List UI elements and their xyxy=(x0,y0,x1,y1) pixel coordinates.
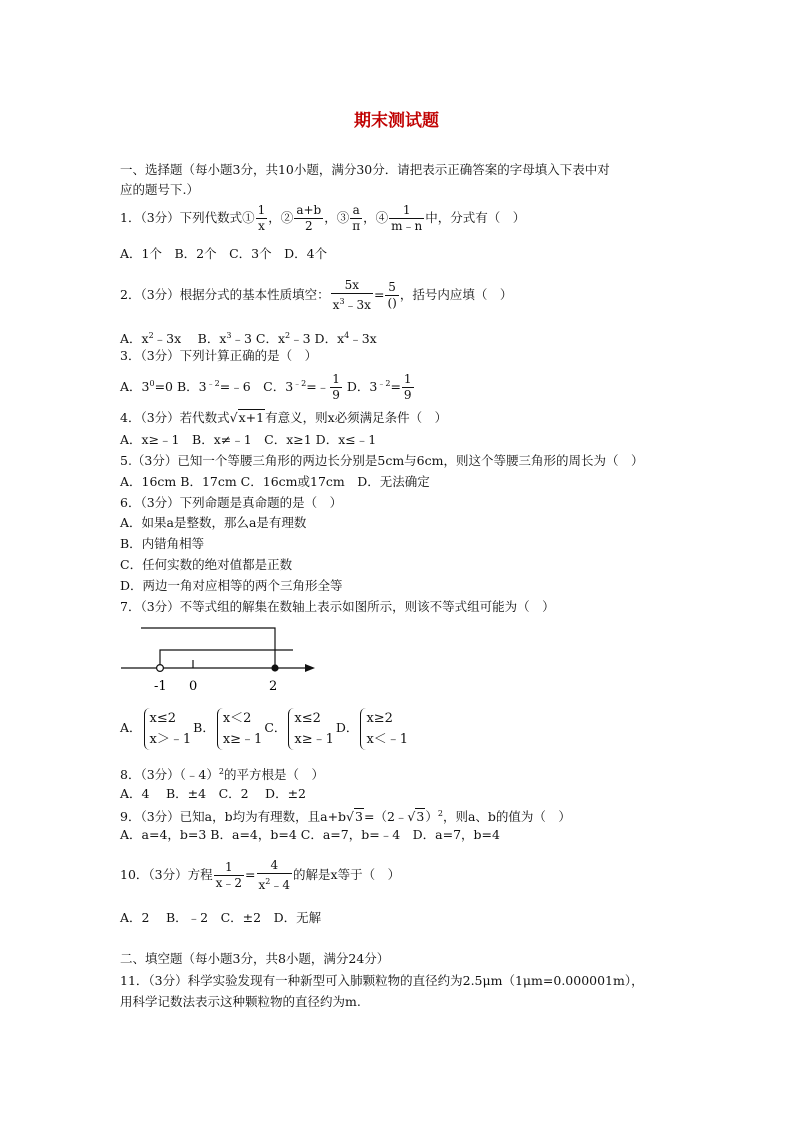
q3-fraction-d: $\frac{1}{9}$ xyxy=(403,372,412,402)
question-5-stem: 5.（3分）已知一个等腰三角形的两边长分别是5cm与6cm，则这个等腰三角形的周长为（ ） xyxy=(120,453,644,468)
question-6-option-d: D．两边一角对应相等的两个三角形全等 xyxy=(120,578,343,593)
q1-stem-start: 1．（3分）下列代数式① xyxy=(120,210,255,225)
question-5-options: A．16cm B．17cm C．16cm或17cm D．无法确定 xyxy=(120,474,430,489)
question-10-stem: 10．（3分）方程 $\frac{1}{x﹣2}$ = $\frac{4}{x^2﹣4}$ 的解是x等于（ ） xyxy=(120,858,401,892)
q1-sep: ，② xyxy=(268,210,294,225)
section-1-header-line-2: 应的题号下.） xyxy=(120,182,199,197)
section-1-header-line-1: 一、选择题（每小题3分，共10小题，满分30分．请把表示正确答案的字母填入下表中对 xyxy=(120,162,610,177)
q1-sep: ，④ xyxy=(363,210,389,225)
axis-label: 2 xyxy=(269,679,278,694)
q1-fraction-1: $\frac{1}{x}$ xyxy=(257,203,266,233)
q10-left-fraction: $\frac{1}{x﹣2}$ xyxy=(215,860,243,890)
system-b: x＜2 x≥﹣1 xyxy=(217,708,263,750)
question-1-options: A．1个 B．2个 C．3个 D．4个 xyxy=(120,246,328,261)
solution-bracket-upper xyxy=(141,628,275,668)
question-9-stem: 9．（3分）已知a，b均为有理数，且a+b√3=（2﹣√3）$^2$，则a、b的值为（ ） xyxy=(120,809,571,825)
closed-circle-point xyxy=(271,664,278,671)
question-9-options: A．a=4，b=3 B．a=4，b=4 C．a=7，b=﹣4 D．a=7，b=4 xyxy=(120,827,500,842)
question-8-stem: 8．（3分）（﹣4）$^2$的平方根是（ ） xyxy=(120,767,324,783)
q10-right-fraction: $\frac{4}{x^2﹣4}$ xyxy=(258,858,291,892)
axis-label: -1 xyxy=(154,679,167,694)
question-2-stem xyxy=(120,278,512,313)
question-7-options: A． x≤2 x＞﹣1 B． x＜2 x≥﹣1 C． x≤2 x≥﹣1 D． x≥2 x＜﹣1 xyxy=(120,704,410,752)
question-6-option-b: B．内错角相等 xyxy=(120,536,205,551)
q2-equals: = xyxy=(373,287,385,302)
q1-stem-end: 中，分式有（ ） xyxy=(425,210,526,225)
q1-sep: ，③ xyxy=(324,210,350,225)
q2-right-fraction: $\frac{5}{()}$ xyxy=(387,280,397,310)
question-6-option-a: A．如果a是整数，那么a是有理数 xyxy=(120,515,307,530)
q2-stem-end: ，括号内应填（ ） xyxy=(399,287,513,302)
sqrt-icon: √3 xyxy=(346,809,363,825)
question-8-options: A．4 B．±4 C．2 D．±2 xyxy=(120,786,307,801)
system-a: x≤2 x＞﹣1 xyxy=(144,708,192,750)
question-1-stem xyxy=(120,203,525,234)
page-title: 期末测试题 xyxy=(354,111,439,131)
q1-fraction-2: $\frac{a+b}{2}$ xyxy=(296,203,322,233)
system-c: x≤2 x≥﹣1 xyxy=(288,708,334,750)
sqrt-icon: √x+1 xyxy=(229,410,265,425)
q1-fraction-4: $\frac{1}{m﹣n}$ xyxy=(391,203,423,233)
question-3-options: A．$3^0=0$ B．$3^{﹣2}=﹣6$ C．$3^{﹣2}=﹣$ $\frac{1}{9}$ D．$3^{﹣2}=$ $\frac{1}{9}$ xyxy=(120,372,412,402)
open-circle-point xyxy=(157,665,164,672)
system-d: x≥2 x＜﹣1 xyxy=(360,708,408,750)
q3-fraction-c: $\frac{1}{9}$ xyxy=(332,372,340,402)
question-11-line-1: 11．（3分）科学实验发现有一种新型可入肺颗粒物的直径约为2.5μm（1μm=0.000001m）， xyxy=(120,973,644,988)
question-6-option-c: C．任何实数的绝对值都是正数 xyxy=(120,557,293,572)
q2-stem-start: 2．（3分）根据分式的基本性质填空： xyxy=(120,287,330,302)
q1-fraction-3: $\frac{a}{\pi}$ xyxy=(352,203,361,233)
section-2-header: 二、填空题（每小题3分，共8小题，满分24分） xyxy=(120,951,390,966)
question-3-stem: 3．（3分）下列计算正确的是（ ） xyxy=(120,348,318,363)
question-6-stem: 6．（3分）下列命题是真命题的是（ ） xyxy=(120,495,343,510)
axis-label: 0 xyxy=(189,679,198,694)
question-10-options: A．2 B．﹣2 C．±2 D．无解 xyxy=(120,910,322,925)
question-4-stem: 4．（3分）若代数式√x+1有意义，则x必须满足条件（ ） xyxy=(120,410,448,425)
question-7-stem: 7．（3分）不等式组的解集在数轴上表示如图所示，则该不等式组可能为（ ） xyxy=(120,599,555,614)
q2-left-fraction: $\frac{5x}{x^3﹣3x}$ xyxy=(332,278,371,312)
question-11-line-2: 用科学记数法表示这种颗粒物的直径约为m. xyxy=(120,994,361,1009)
question-4-options: A．x≥﹣1 B．x≠﹣1 C．x≥1 D．x≤﹣1 xyxy=(120,432,377,447)
axis-arrow-icon xyxy=(305,664,315,672)
question-2-options: A．$x^2﹣3x$ B．$x^3﹣3$ C．$x^2﹣3$ D．$x^4﹣3x$ xyxy=(120,331,377,347)
number-line-figure xyxy=(118,622,323,697)
sqrt-icon: √3 xyxy=(407,809,425,825)
